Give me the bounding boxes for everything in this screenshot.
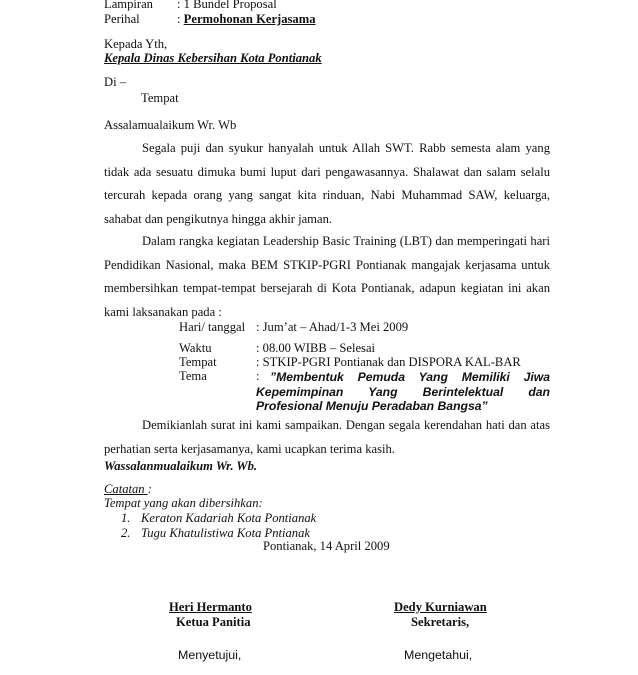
list-item [121,511,316,526]
event-tempat-label: Tempat [179,355,217,369]
list-item-number: 1. [121,511,131,525]
recipient-di: Di – [104,75,127,89]
list-item-number: 2. [121,526,131,540]
paragraph-1: Segala puji dan syukur hanyalah untuk Allah SWT. Rabb semesta alam yang tidak ada sesuatu dimuka bumi luput dari pengawasannya. Shalawat dan salam selalu tercurah kepada orang yang sangat kita rinduan, Nabi Muhammad SAW, keluarga, sahabat dan pengikutnya hingga akhir jaman. [104,141,550,226]
event-tema-colon: : [256,369,260,383]
list-item-text: Keraton Kadariah Kota Pontianak [141,511,317,525]
event-waktu-value: : 08.00 WIBB – Selesai [256,341,376,355]
salam-close: Wassalanmualaikum Wr. Wb. [104,459,258,473]
signature-right-name: Dedy Kurniawan [394,600,487,614]
notes-title: Catatan [104,482,148,496]
lampiran-value: : 1 Bundel Proposal [177,0,277,11]
perihal-label: Perihal [104,12,140,26]
closing-paragraph: Demikianlah surat ini kami sampaikan. Dengan segala kerendahan hati dan atas perhatian serta kerjasamanya, kami ucapkan terima kasih. [104,418,550,456]
approval-right: Mengetahui, [404,648,473,662]
perihal-row [177,12,316,27]
signature-left-title: Ketua Panitia [176,615,251,629]
paragraph-2: Dalam rangka kegiatan Leadership Basic Training (LBT) dan memperingati hari Pendidikan Nasional, maka BEM STKIP-PGRI Pontianak mangajak kerjasama untuk membersihkan tempat-tempat bersejarah di Kota Pontianak, adapun kegiatan ini akan kami laksanakan pada : [104,234,550,319]
signature-left-name: Heri Hermanto [169,600,252,614]
place-date: Pontianak, 14 April 2009 [263,539,390,553]
recipient-greeting: Kepada Yth, [104,37,168,51]
notes-title-row [104,482,152,497]
perihal-colon: : [177,12,184,26]
event-tempat-value: : STKIP-PGRI Pontianak dan DISPORA KAL-BAR [256,355,521,369]
salam-open: Assalamualaikum Wr. Wb [104,118,237,132]
list-item-text: Tugu Khatulistiwa Kota Pntianak [141,526,310,540]
event-hari-value: : Jum’at – Ahad/1-3 Mei 2009 [256,320,409,334]
lampiran-label: Lampiran [104,0,153,11]
recipient-name: Kepala Dinas Kebersihan Kota Pontianak [104,51,322,65]
event-hari-label: Hari/ tanggal [179,320,246,334]
notes-intro: Tempat yang akan dibersihkan: [104,496,263,510]
notes-colon: : [147,482,152,496]
event-waktu-label: Waktu [179,341,212,355]
signature-right-title: Sekretaris, [411,615,470,629]
perihal-value: Permohonan Kerjasama [183,12,316,26]
event-tema-value: ”Membentuk Pemuda Yang Memiliki Jiwa Kepemimpinan Yang Berintelektual dan Profesional Menuju Peradaban Bangsa” [256,370,550,413]
recipient-tempat: Tempat [141,91,179,105]
event-tema-label: Tema [179,369,207,383]
approval-left: Menyetujui, [178,648,242,662]
